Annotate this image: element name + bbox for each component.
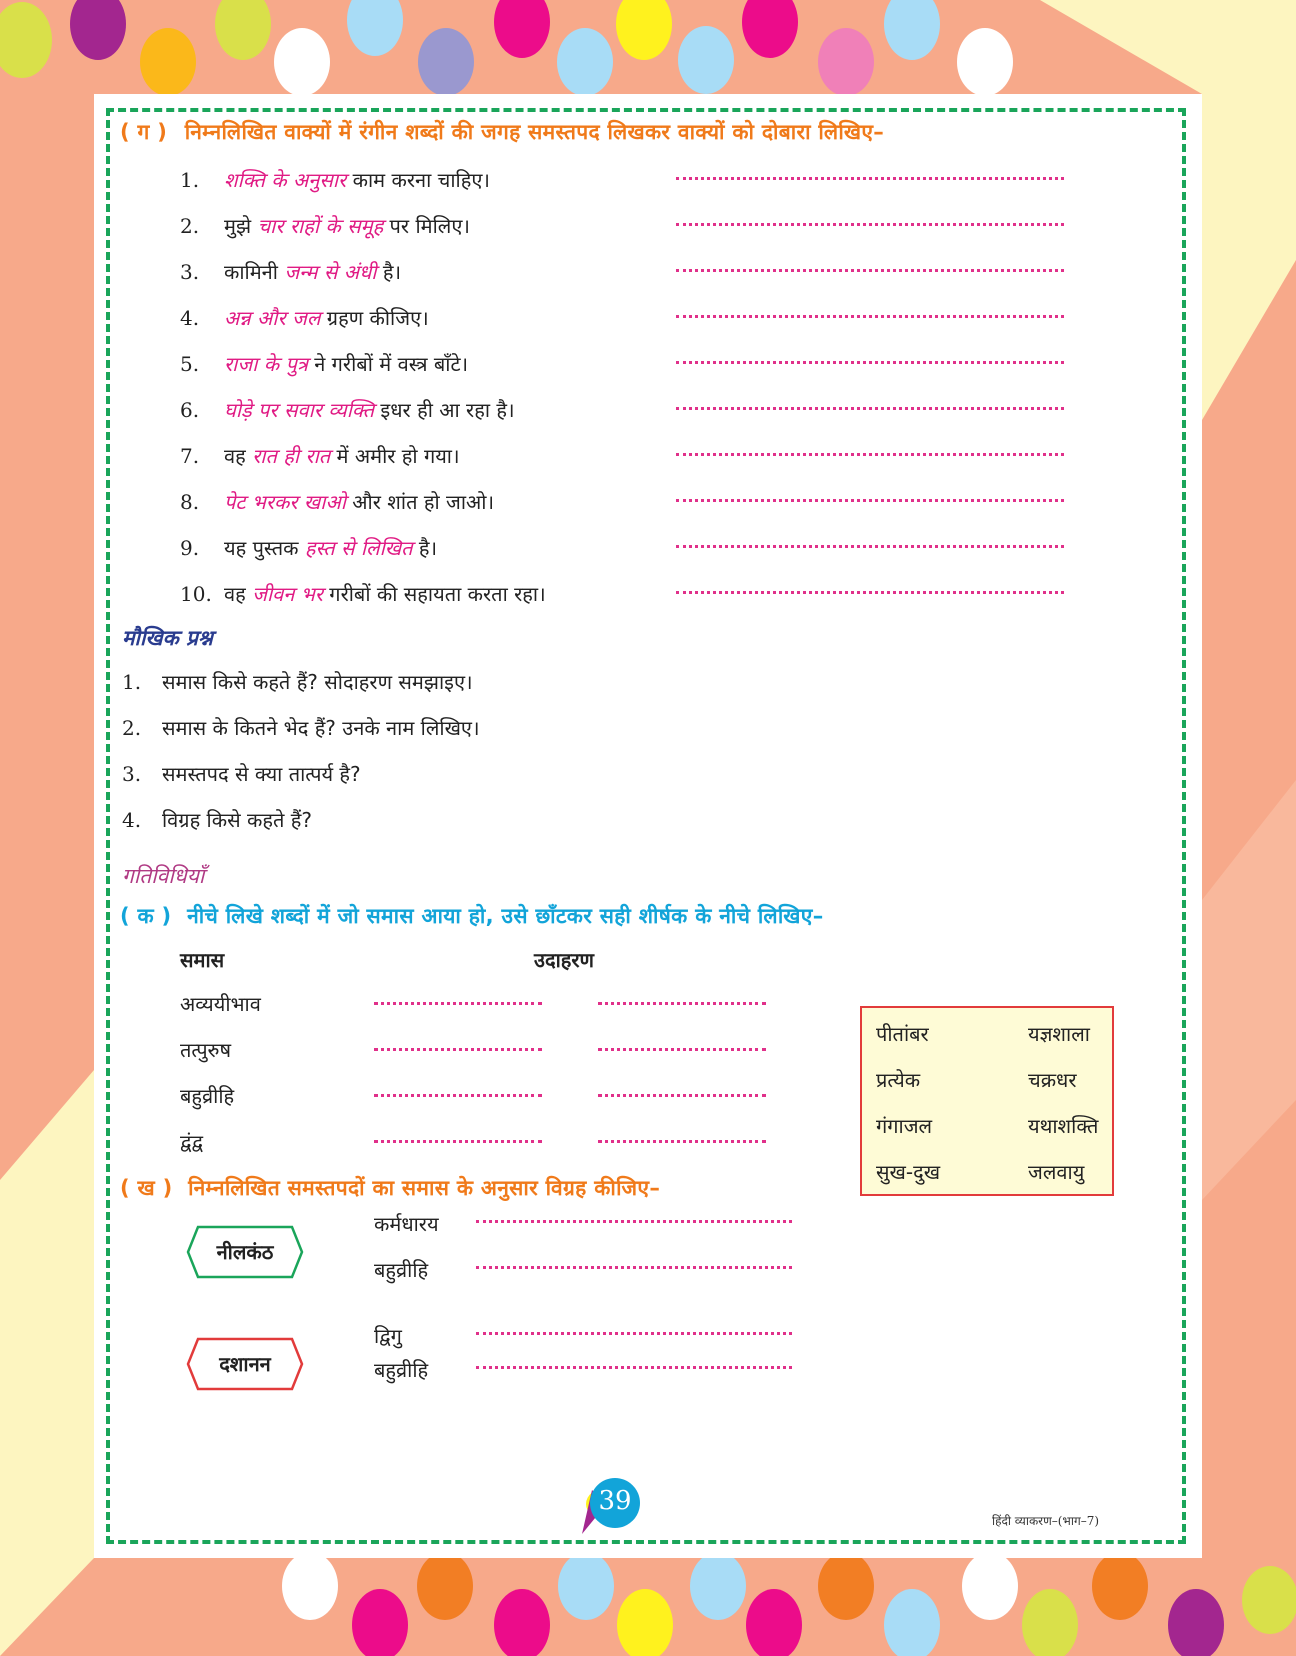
word-bank-item: पीतांबर	[876, 1022, 929, 1046]
answer-line[interactable]	[676, 591, 1064, 594]
answer-line[interactable]	[598, 1002, 766, 1005]
answer-line[interactable]	[476, 1332, 792, 1335]
highlighted-phrase: अन्न और जल	[224, 306, 321, 330]
column-header-example: उदाहरण	[534, 948, 595, 972]
highlighted-phrase: पेट भरकर खाओ	[224, 490, 346, 514]
list-item: 6. घोड़े पर सवार व्यक्ति इधर ही आ रहा है।	[180, 398, 515, 422]
answer-line[interactable]	[676, 361, 1064, 364]
answer-line[interactable]	[374, 1094, 542, 1097]
highlighted-phrase: रात ही रात	[252, 444, 331, 468]
word-bank-item: यथाशक्ति	[1028, 1114, 1099, 1138]
list-item: 3. कामिनी जन्म से अंधी है।	[180, 260, 402, 284]
answer-line[interactable]	[374, 1140, 542, 1143]
samastpad-word-1: नीलकंठ	[216, 1240, 274, 1264]
highlighted-phrase: घोड़े पर सवार व्यक्ति	[224, 398, 375, 422]
highlighted-phrase: जीवन भर	[252, 582, 323, 606]
highlighted-phrase: चार राहों के समूह	[257, 214, 384, 238]
samas-type-label: अव्ययीभाव	[180, 992, 261, 1016]
section-k-instruction: नीचे लिखे शब्दों में जो समास आया हो, उसे छाँटकर सही शीर्षक के नीचे लिखिए–	[187, 904, 824, 928]
section-k-header	[120, 902, 824, 930]
list-item: 1. समास किसे कहते हैं? सोदाहरण समझाइए।	[122, 670, 473, 694]
answer-line[interactable]	[676, 545, 1064, 548]
oral-questions-title: मौखिक प्रश्न	[122, 626, 213, 650]
vigrah-type-label: बहुव्रीहि	[374, 1258, 429, 1282]
highlighted-phrase: जन्म से अंधी	[284, 260, 377, 284]
list-item: 5. राजा के पुत्र ने गरीबों में वस्त्र बाँटे।	[180, 352, 469, 376]
answer-line[interactable]	[676, 453, 1064, 456]
answer-line[interactable]	[374, 1002, 542, 1005]
word-bank-item: चक्रधर	[1028, 1068, 1077, 1092]
samas-type-label: द्वंद्व	[180, 1130, 203, 1154]
list-item: 8. पेट भरकर खाओ और शांत हो जाओ।	[180, 490, 495, 514]
word-bank-item: गंगाजल	[876, 1114, 933, 1138]
answer-line[interactable]	[676, 499, 1064, 502]
samastpad-word-2: दशानन	[219, 1352, 271, 1376]
list-item: 2. समास के कितने भेद हैं? उनके नाम लिखिए।	[122, 716, 480, 740]
activities-title: गतिविधियाँ	[122, 864, 205, 888]
section-kh-instruction: निम्नलिखित समस्तपदों का समास के अनुसार विग्रह कीजिए–	[188, 1176, 661, 1200]
highlighted-phrase: राजा के पुत्र	[224, 352, 308, 376]
answer-line[interactable]	[598, 1048, 766, 1051]
list-item: 10. वह जीवन भर गरीबों की सहायता करता रहा।	[180, 582, 546, 606]
answer-line[interactable]	[676, 177, 1064, 180]
word-bank-item: यज्ञशाला	[1028, 1022, 1090, 1046]
list-item: 4. विग्रह किसे कहते हैं?	[122, 808, 312, 832]
list-item: 3. समस्तपद से क्या तात्पर्य है?	[122, 762, 361, 786]
section-kh-header	[120, 1174, 660, 1202]
section-kh-label: ( ख )	[120, 1176, 173, 1200]
vigrah-type-label: द्विगु	[374, 1324, 402, 1348]
highlighted-phrase: हस्त से लिखित	[304, 536, 413, 560]
list-item: 4. अन्न और जल ग्रहण कीजिए।	[180, 306, 429, 330]
vigrah-type-label: कर्मधारय	[374, 1212, 439, 1236]
list-item: 7. वह रात ही रात में अमीर हो गया।	[180, 444, 460, 468]
answer-line[interactable]	[676, 223, 1064, 226]
answer-line[interactable]	[676, 315, 1064, 318]
answer-line[interactable]	[676, 269, 1064, 272]
highlighted-phrase: शक्ति के अनुसार	[224, 168, 347, 192]
word-bank-box	[860, 1006, 1114, 1196]
word-bank-item: सुख-दुख	[876, 1160, 941, 1184]
book-title-footer: हिंदी व्याकरण–(भाग–7)	[992, 1514, 1100, 1528]
word-bank-item: प्रत्येक	[876, 1068, 921, 1092]
worksheet-page	[94, 94, 1202, 1558]
section-g-label: ( ग )	[120, 120, 168, 144]
answer-line[interactable]	[598, 1140, 766, 1143]
vigrah-type-label: बहुव्रीहि	[374, 1358, 429, 1382]
word-bank-item: जलवायु	[1028, 1160, 1085, 1184]
list-item: 1. शक्ति के अनुसार काम करना चाहिए।	[180, 168, 490, 192]
answer-line[interactable]	[476, 1366, 792, 1369]
answer-line[interactable]	[476, 1220, 792, 1223]
answer-line[interactable]	[374, 1048, 542, 1051]
answer-line[interactable]	[676, 407, 1064, 410]
page-number: 39	[598, 1486, 632, 1516]
samas-type-label: तत्पुरुष	[180, 1038, 232, 1062]
list-item: 9. यह पुस्तक हस्त से लिखित है।	[180, 536, 438, 560]
section-g-header	[120, 118, 884, 146]
samas-type-label: बहुव्रीहि	[180, 1084, 235, 1108]
section-k-label: ( क )	[120, 904, 172, 928]
column-header-samas: समास	[180, 948, 225, 972]
answer-line[interactable]	[476, 1266, 792, 1269]
answer-line[interactable]	[598, 1094, 766, 1097]
section-g-instruction: निम्नलिखित वाक्यों में रंगीन शब्दों की जगह समस्तपद लिखकर वाक्यों को दोबारा लिखिए–	[184, 120, 885, 144]
list-item: 2. मुझे चार राहों के समूह पर मिलिए।	[180, 214, 470, 238]
